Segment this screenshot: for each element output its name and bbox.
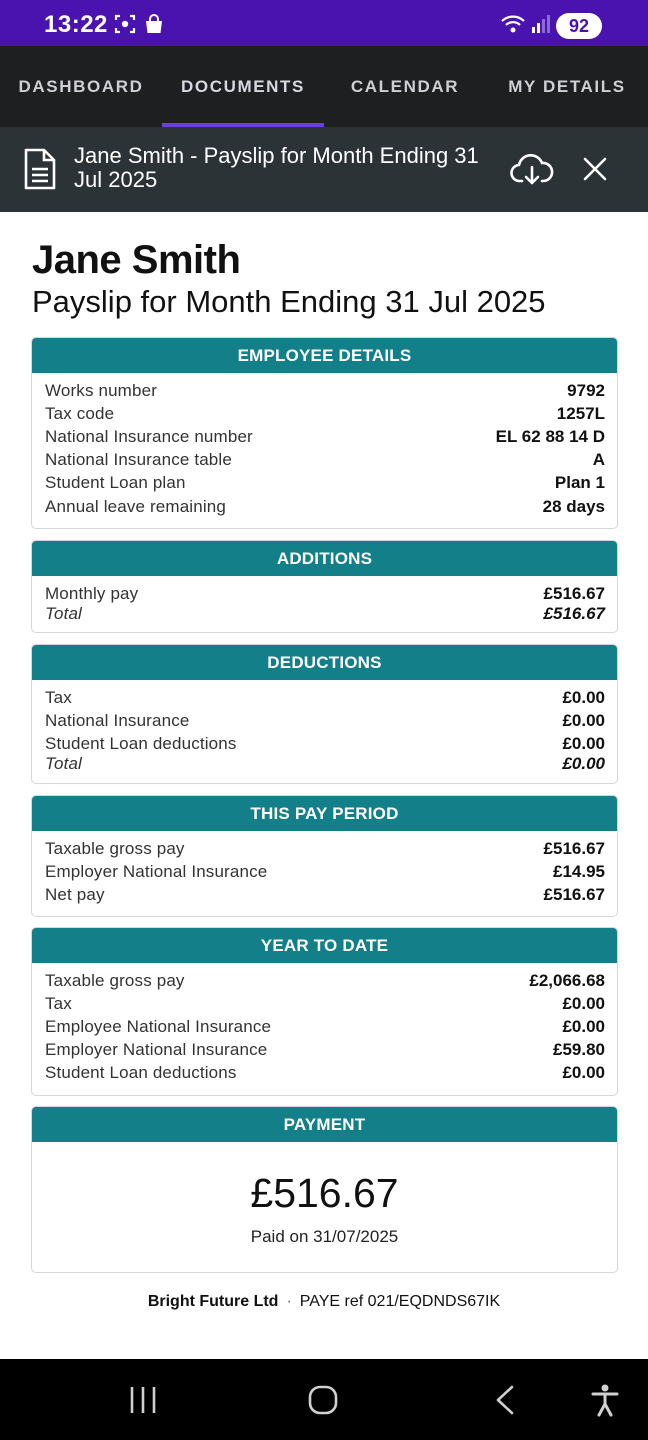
tab-label: DASHBOARD bbox=[18, 76, 144, 96]
detail-row bbox=[45, 472, 605, 495]
separator: · bbox=[286, 1293, 292, 1310]
deductions-card bbox=[31, 644, 618, 784]
paye-reference: PAYE ref 021/EQDNDS67IK bbox=[299, 1293, 501, 1310]
deduction-row bbox=[45, 709, 605, 732]
row-label: Monthly pay bbox=[45, 583, 139, 603]
tab-calendar[interactable] bbox=[324, 46, 486, 127]
tab-documents[interactable] bbox=[162, 46, 324, 127]
wifi-icon bbox=[500, 13, 530, 35]
row-value: 28 days bbox=[542, 496, 605, 516]
battery-indicator bbox=[556, 13, 602, 39]
row-value: £0.00 bbox=[562, 687, 605, 707]
total-label: Total bbox=[45, 603, 82, 623]
row-label: Tax code bbox=[45, 403, 115, 423]
accessibility-icon[interactable] bbox=[590, 1383, 620, 1417]
row-value: £2,066.68 bbox=[529, 970, 605, 990]
back-icon[interactable] bbox=[492, 1383, 518, 1417]
detail-row bbox=[45, 402, 605, 425]
total-row bbox=[45, 756, 605, 773]
tab-label: CALENDAR bbox=[350, 76, 460, 96]
row-label: Student Loan plan bbox=[45, 473, 186, 493]
recent-apps-icon[interactable] bbox=[128, 1383, 158, 1417]
row-label: Works number bbox=[45, 380, 158, 400]
tab-label: MY DETAILS bbox=[508, 76, 626, 96]
row-value: £0.00 bbox=[562, 710, 605, 730]
tab-dashboard[interactable] bbox=[0, 46, 162, 127]
row-label: Tax bbox=[45, 687, 72, 707]
payment-amount: £516.67 bbox=[250, 1170, 399, 1216]
deduction-row bbox=[45, 686, 605, 709]
total-value: £516.67 bbox=[543, 603, 605, 623]
employee-details-card bbox=[31, 337, 618, 529]
row-value: £516.67 bbox=[543, 884, 605, 904]
detail-row bbox=[45, 379, 605, 402]
row-label: Employer National Insurance bbox=[45, 1040, 268, 1060]
row-value: 1257L bbox=[556, 403, 605, 423]
row-label: National Insurance bbox=[45, 710, 190, 730]
row-value: A bbox=[592, 450, 605, 470]
company-name: Bright Future Ltd bbox=[147, 1293, 279, 1310]
ytd-row bbox=[45, 969, 605, 992]
total-value: £0.00 bbox=[562, 754, 605, 774]
row-value: £516.67 bbox=[543, 583, 605, 603]
payment-date: Paid on 31/07/2025 bbox=[250, 1227, 399, 1246]
payslip-subtitle: Payslip for Month Ending 31 Jul 2025 bbox=[32, 284, 546, 319]
home-icon[interactable] bbox=[307, 1383, 339, 1417]
row-value: £0.00 bbox=[562, 993, 605, 1013]
row-label: Tax bbox=[45, 993, 72, 1013]
screenshot-icon bbox=[114, 13, 136, 35]
row-value: £14.95 bbox=[553, 861, 605, 881]
additions-card bbox=[31, 540, 618, 633]
total-row bbox=[45, 605, 605, 622]
download-icon[interactable] bbox=[510, 153, 554, 187]
addition-row bbox=[45, 582, 605, 605]
row-value: £59.80 bbox=[553, 1040, 605, 1060]
row-value: 9792 bbox=[567, 380, 605, 400]
section-header: YEAR TO DATE bbox=[32, 928, 617, 963]
period-row bbox=[45, 837, 605, 860]
section-header: PAYMENT bbox=[32, 1107, 617, 1142]
tab-label: DOCUMENTS bbox=[181, 76, 305, 96]
section-header: ADDITIONS bbox=[32, 541, 617, 576]
row-value: £516.67 bbox=[543, 838, 605, 858]
row-label: Student Loan deductions bbox=[45, 1063, 237, 1083]
deduction-row bbox=[45, 732, 605, 755]
row-value: £0.00 bbox=[562, 733, 605, 753]
signal-icon bbox=[530, 13, 550, 35]
close-icon[interactable] bbox=[582, 156, 608, 182]
row-value: Plan 1 bbox=[554, 473, 605, 493]
this-pay-period-card bbox=[31, 795, 618, 917]
detail-row bbox=[45, 425, 605, 448]
row-label: Student Loan deductions bbox=[45, 733, 237, 753]
document-title: Jane Smith - Payslip for Month Ending 31 Jul 2025 bbox=[74, 143, 479, 192]
document-header-bar bbox=[0, 127, 648, 212]
section-header: DEDUCTIONS bbox=[32, 645, 617, 680]
row-label: Taxable gross pay bbox=[45, 970, 185, 990]
row-label: Net pay bbox=[45, 884, 105, 904]
payslip-footer bbox=[0, 1293, 648, 1311]
period-row bbox=[45, 860, 605, 883]
row-label: Employee National Insurance bbox=[45, 1016, 272, 1036]
section-header: THIS PAY PERIOD bbox=[32, 796, 617, 831]
shopping-bag-icon bbox=[144, 13, 164, 35]
section-header: EMPLOYEE DETAILS bbox=[32, 338, 617, 373]
ytd-row bbox=[45, 1039, 605, 1062]
ytd-row bbox=[45, 992, 605, 1015]
battery-level: 92 bbox=[568, 15, 590, 36]
status-bar bbox=[0, 0, 648, 46]
ytd-row bbox=[45, 1062, 605, 1085]
row-label: Employer National Insurance bbox=[45, 861, 268, 881]
row-value: £0.00 bbox=[562, 1016, 605, 1036]
row-value: £0.00 bbox=[562, 1063, 605, 1083]
system-nav-bar bbox=[0, 1359, 648, 1440]
tab-my-details[interactable] bbox=[486, 46, 648, 127]
employee-name: Jane Smith bbox=[32, 238, 241, 282]
detail-row bbox=[45, 495, 605, 518]
payment-card bbox=[31, 1106, 618, 1273]
ytd-row bbox=[45, 1015, 605, 1038]
row-label: Taxable gross pay bbox=[45, 838, 185, 858]
period-row bbox=[45, 883, 605, 906]
year-to-date-card bbox=[31, 927, 618, 1096]
status-time: 13:22 bbox=[44, 11, 108, 38]
row-label: Annual leave remaining bbox=[45, 496, 226, 516]
document-icon bbox=[22, 147, 58, 191]
row-label: National Insurance table bbox=[45, 450, 232, 470]
total-label: Total bbox=[45, 754, 82, 774]
detail-row bbox=[45, 449, 605, 472]
row-value: EL 62 88 14 D bbox=[495, 426, 605, 446]
row-label: National Insurance number bbox=[45, 426, 253, 446]
top-tabs bbox=[0, 46, 648, 127]
